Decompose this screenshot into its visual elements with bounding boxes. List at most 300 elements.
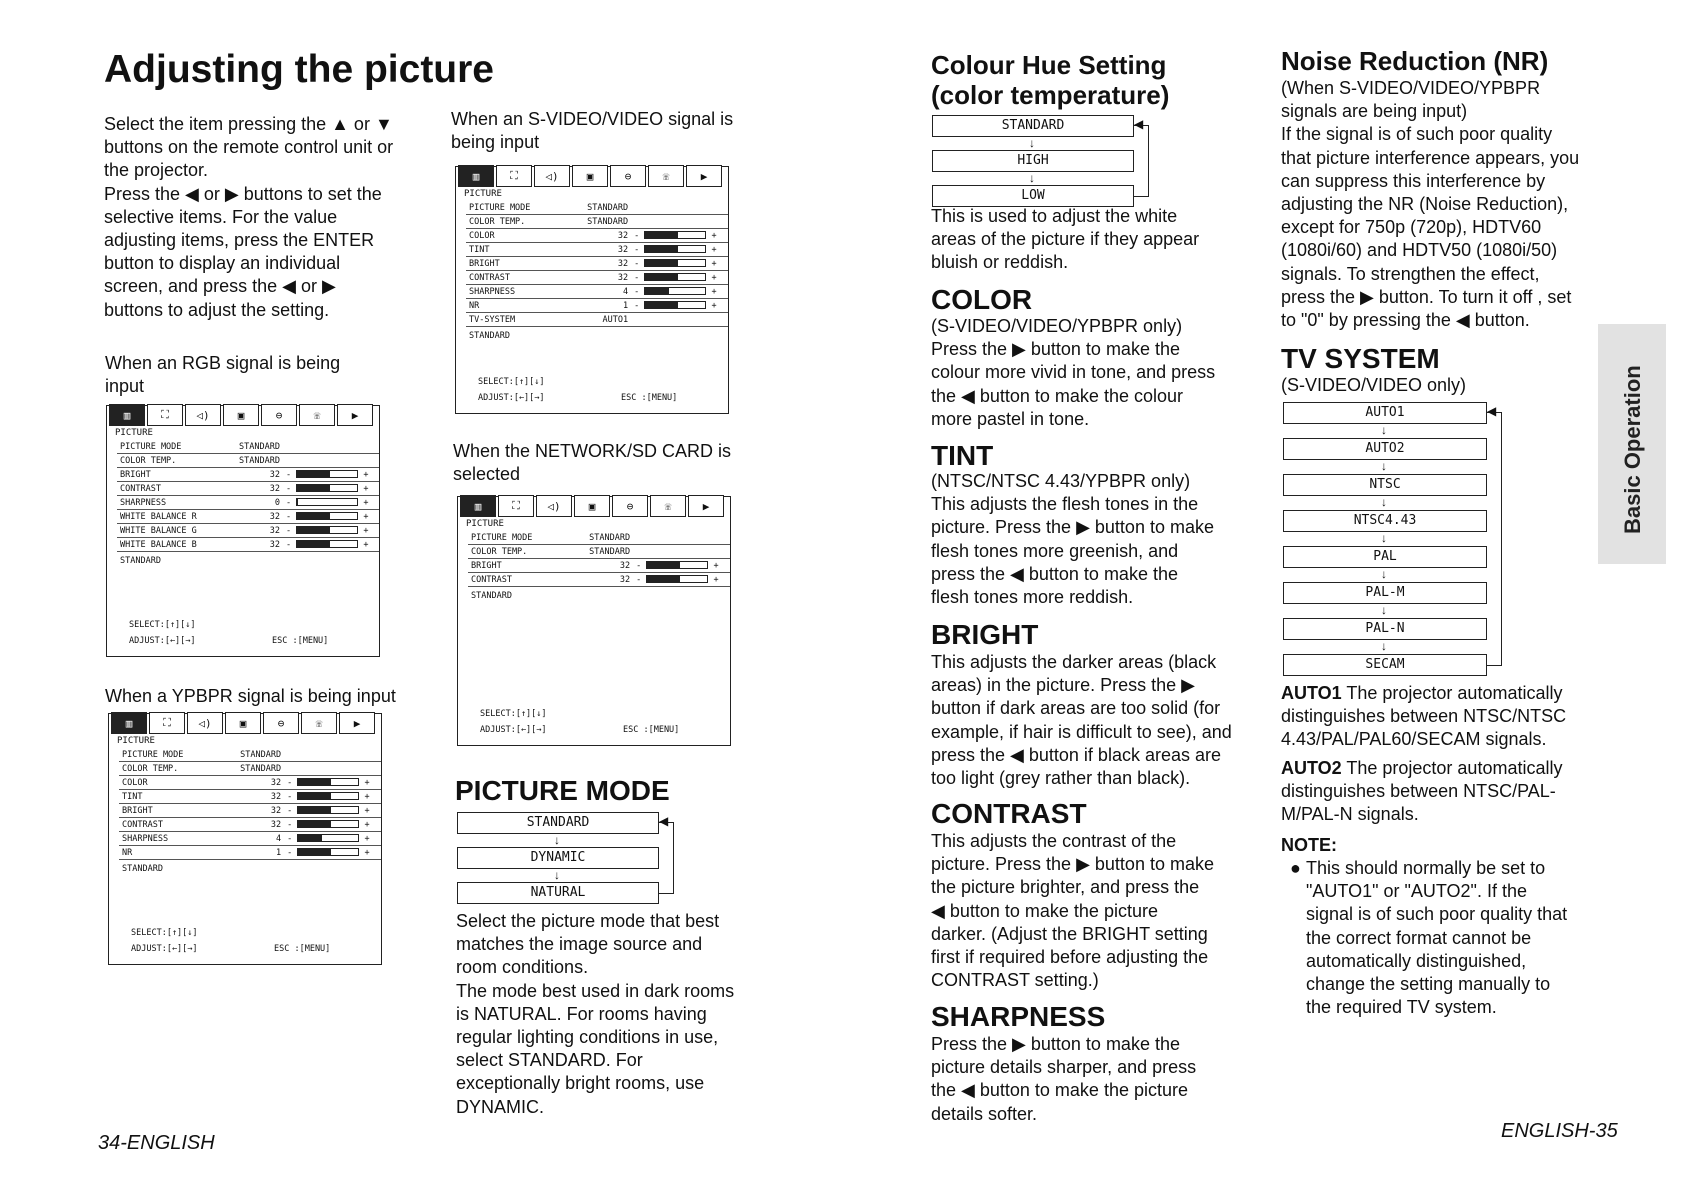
level-bar[interactable]	[646, 575, 708, 583]
osd-tab-icon[interactable]: ◁)	[536, 495, 572, 517]
text-line: picture. Press the ▶ button to make	[931, 517, 1214, 538]
down-arrow-icon: ↓	[1381, 531, 1387, 545]
osd-row-bar	[283, 440, 379, 454]
text-line: When an S-VIDEO/VIDEO signal is	[451, 109, 734, 129]
level-bar-fill	[298, 779, 331, 785]
osd-row-label: TINT	[466, 243, 571, 257]
osd-row-bar: - +	[284, 832, 381, 846]
osd-row-label: NR	[119, 846, 224, 860]
text-line: being input	[451, 132, 540, 153]
osd-menu-row[interactable]	[468, 559, 730, 573]
text-line: button if dark areas are too solid (for	[931, 698, 1221, 719]
bullet-icon: ●	[1290, 858, 1301, 878]
osd-row-label: PICTURE MODE	[468, 531, 573, 545]
osd-footer-esc: ESC :[MENU]	[274, 944, 331, 954]
level-bar-fill	[297, 513, 330, 519]
text-line: Press the ▶ button to make the	[931, 1034, 1180, 1054]
osd-tab-icon[interactable]: ▣	[574, 495, 610, 517]
osd-tab-icon[interactable]: ☏	[301, 712, 337, 734]
note-text	[1290, 857, 1610, 1019]
osd-menu-row[interactable]	[119, 748, 381, 762]
text-line: flesh tones more reddish.	[931, 587, 1134, 608]
osd-standard-item[interactable]: STANDARD	[471, 591, 512, 601]
level-bar[interactable]	[644, 231, 706, 239]
text-line: except for 750p (720p), HDTV60	[1281, 217, 1542, 238]
level-bar[interactable]	[644, 245, 706, 253]
intro-text	[104, 113, 434, 322]
osd-row-value: 32	[224, 804, 284, 818]
osd-row-label: WHITE BALANCE R	[117, 510, 225, 524]
text-line: CONTRAST setting.)	[931, 970, 1099, 991]
level-bar-fill	[297, 485, 330, 491]
tv-system-flow	[1283, 402, 1513, 682]
osd-row-label: COLOR TEMP.	[117, 454, 225, 468]
osd-row-bar: - +	[631, 299, 728, 313]
osd-tab-icon[interactable]: ⊖	[263, 712, 299, 734]
level-bar[interactable]	[296, 526, 358, 534]
page-title: Adjusting the picture	[104, 48, 494, 91]
option-box: SECAM	[1283, 654, 1487, 676]
osd-row-label: PICTURE MODE	[119, 748, 224, 762]
osd-menu-table	[117, 440, 379, 552]
osd-row-label: SHARPNESS	[117, 496, 225, 510]
osd-footer-adjust: ADJUST:[←][→]	[131, 944, 198, 954]
level-bar[interactable]	[644, 301, 706, 309]
osd-row-value: STANDARD	[571, 201, 631, 215]
osd-row-value: STANDARD	[225, 454, 283, 468]
osd-tab-icon[interactable]: ☏	[650, 495, 686, 517]
osd-row-bar: - +	[283, 510, 379, 524]
osd-row-label: CONTRAST	[119, 818, 224, 832]
text-line: When the NETWORK/SD CARD is	[453, 441, 732, 461]
level-bar[interactable]	[644, 273, 706, 281]
osd-menu-row[interactable]	[466, 313, 728, 327]
text-line: colour more vivid in tone, and press	[931, 362, 1216, 383]
option-box: AUTO2	[1283, 438, 1487, 460]
osd-row-label: BRIGHT	[119, 804, 224, 818]
text-line: the ◀ button to make the colour	[931, 385, 1183, 406]
osd-row-label: BRIGHT	[117, 468, 225, 482]
osd-menu-row[interactable]	[466, 285, 728, 299]
option-box: NTSC4.43	[1283, 510, 1487, 532]
osd-svideo	[455, 166, 729, 414]
osd-row-value: 32	[224, 818, 284, 832]
down-arrow-icon: ↓	[1381, 567, 1387, 581]
level-bar[interactable]	[296, 512, 358, 520]
level-bar-fill	[645, 232, 678, 238]
osd-tab-icon[interactable]: ▣	[223, 404, 259, 426]
level-bar-fill	[645, 246, 678, 252]
osd-row-bar: - +	[284, 846, 381, 860]
text-line: screen, and press the ◀ or ▶	[104, 276, 336, 297]
tint-text	[931, 470, 1281, 609]
osd-row-bar: - +	[284, 818, 381, 832]
text-line: regular lighting conditions in use,	[456, 1027, 719, 1048]
osd-menu-table	[119, 748, 381, 860]
text-line: signal is of such poor quality that	[1306, 904, 1568, 925]
osd-tab-icon[interactable]: ▶	[339, 712, 375, 734]
osd-tab-icon[interactable]: ☏	[299, 404, 335, 426]
osd-menu-row[interactable]	[466, 271, 728, 285]
osd-row-bar	[283, 454, 379, 468]
return-loop	[1487, 412, 1502, 666]
auto1-desc	[1281, 682, 1611, 752]
auto1-term: AUTO1	[1281, 683, 1342, 703]
colour-hue-text	[931, 205, 1261, 275]
sharpness-heading: SHARPNESS	[931, 1001, 1106, 1032]
level-bar-fill	[297, 527, 330, 533]
osd-menu-row[interactable]	[117, 482, 379, 496]
osd-row-value: STANDARD	[573, 545, 633, 559]
osd-menu-row[interactable]	[119, 790, 381, 804]
osd-row-label: PICTURE MODE	[466, 201, 571, 215]
nr-text	[1281, 77, 1611, 332]
option-box: PAL-N	[1283, 618, 1487, 640]
osd-row-value: 0	[225, 496, 283, 510]
network-caption	[453, 440, 783, 486]
text-line: buttons on the remote control unit or	[104, 137, 394, 158]
osd-menu-row[interactable]	[466, 229, 728, 243]
osd-row-label: WHITE BALANCE G	[117, 524, 225, 538]
level-bar[interactable]	[296, 540, 358, 548]
level-bar-fill	[298, 821, 331, 827]
option-box: HIGH	[932, 150, 1134, 172]
osd-row-bar: - +	[283, 482, 379, 496]
osd-row-bar	[633, 545, 730, 559]
osd-menu-row[interactable]	[119, 818, 381, 832]
text-line: signals. To strengthen the effect,	[1281, 263, 1540, 284]
osd-row-bar: - +	[631, 229, 728, 243]
page-number-right: ENGLISH-35	[1501, 1120, 1618, 1142]
text-line: This adjusts the flesh tones in the	[931, 494, 1199, 515]
osd-standard-item[interactable]: STANDARD	[469, 331, 510, 341]
text-line: automatically distinguished,	[1306, 950, 1527, 971]
tint-heading: TINT	[931, 440, 994, 471]
osd-row-bar: - +	[284, 790, 381, 804]
osd-row-label: BRIGHT	[466, 257, 571, 271]
osd-menu-row[interactable]	[466, 215, 728, 229]
rgb-caption	[105, 352, 425, 398]
text-line: Press the ◀ or ▶ buttons to set the	[104, 183, 382, 204]
text-line: When an RGB signal is being	[105, 353, 341, 373]
osd-row-value: 1	[224, 846, 284, 860]
option-box: PAL	[1283, 546, 1487, 568]
auto2-desc	[1281, 757, 1611, 827]
level-bar-fill	[647, 562, 680, 568]
osd-network	[457, 496, 731, 746]
text-line: (1080i/60) and HDTV50 (1080i/50)	[1281, 240, 1558, 261]
text-line: the ◀ button to make the picture	[931, 1080, 1188, 1101]
text-line: details softer.	[931, 1103, 1038, 1124]
level-bar-fill	[645, 274, 678, 280]
osd-tab-icon[interactable]: ◁)	[534, 165, 570, 187]
osd-row-value: STANDARD	[224, 748, 284, 762]
osd-row-value: 32	[225, 524, 283, 538]
osd-menu-row[interactable]	[468, 545, 730, 559]
osd-menu-row[interactable]	[117, 524, 379, 538]
osd-row-value: 32	[224, 790, 284, 804]
tv-system-heading: TV SYSTEM	[1281, 343, 1440, 374]
osd-menu-row[interactable]	[119, 846, 381, 860]
page-number-left: 34-ENGLISH	[98, 1132, 215, 1154]
osd-menu-row[interactable]	[466, 257, 728, 271]
osd-ypbpr	[108, 713, 382, 965]
text-line: select STANDARD. For	[456, 1050, 643, 1071]
osd-menu-row[interactable]	[466, 201, 728, 215]
level-bar[interactable]	[646, 561, 708, 569]
color-heading: COLOR	[931, 284, 1033, 315]
option-box: PAL-M	[1283, 582, 1487, 604]
osd-title: PICTURE	[466, 519, 504, 529]
ypbpr-caption	[105, 685, 445, 708]
osd-menu-row[interactable]	[117, 538, 379, 552]
bright-heading: BRIGHT	[931, 619, 1039, 650]
osd-row-bar	[631, 313, 728, 327]
osd-tab-icon[interactable]: ⊖	[261, 404, 297, 426]
note-label: NOTE:	[1281, 835, 1337, 855]
option-box: STANDARD	[932, 115, 1134, 137]
text-line: flesh tones more greenish, and	[931, 540, 1179, 561]
text-line: This adjusts the contrast of the	[931, 831, 1177, 851]
picture-mode-flow	[457, 812, 687, 907]
level-bar-fill	[298, 793, 331, 799]
osd-menu-row[interactable]	[117, 440, 379, 454]
option-box: LOW	[932, 185, 1134, 207]
text-line: button to display an individual	[104, 253, 341, 274]
text-line: input	[105, 376, 145, 397]
level-bar-fill	[298, 835, 322, 841]
osd-tab-icon[interactable]: ▣	[225, 712, 261, 734]
osd-row-bar: - +	[633, 559, 730, 573]
text-line: The projector automatically	[1346, 758, 1563, 778]
contrast-text	[931, 830, 1281, 992]
text-line: adjusting items, press the ENTER	[104, 230, 375, 251]
osd-tab-icon[interactable]: ▥	[111, 712, 147, 734]
picture-mode-text	[456, 910, 786, 1119]
osd-tab-icon[interactable]: ⛶	[498, 495, 534, 517]
text-line: areas) in the picture. Press the ▶	[931, 675, 1195, 696]
osd-tab-icon[interactable]: ▶	[688, 495, 724, 517]
text-line: picture. Press the ▶ button to make	[931, 854, 1214, 875]
osd-menu-row[interactable]	[468, 573, 730, 587]
text-line: 4.43/PAL/PAL60/SECAM signals.	[1281, 729, 1547, 750]
osd-tab-icon[interactable]: ▶	[337, 404, 373, 426]
osd-tab-icon[interactable]: ⛶	[149, 712, 185, 734]
osd-title: PICTURE	[464, 189, 502, 199]
down-arrow-icon: ↓	[1029, 171, 1035, 185]
osd-tab-icon[interactable]: ☏	[648, 165, 684, 187]
text-line: ◀ button to make the picture	[931, 900, 1158, 921]
osd-tab-icon[interactable]: ▥	[458, 165, 494, 187]
level-bar[interactable]	[296, 470, 358, 478]
text-line: change the setting manually to	[1306, 974, 1551, 995]
osd-tab-icon[interactable]: ▣	[572, 165, 608, 187]
text-line: bluish or reddish.	[931, 252, 1069, 273]
text-line: selected	[453, 464, 521, 485]
osd-row-bar: - +	[631, 285, 728, 299]
text-line: exceptionally bright rooms, use	[456, 1073, 705, 1094]
osd-row-label: WHITE BALANCE B	[117, 538, 225, 552]
level-bar[interactable]	[644, 259, 706, 267]
option-box: DYNAMIC	[457, 847, 659, 869]
text-line: (color temperature)	[931, 80, 1170, 110]
level-bar[interactable]	[297, 820, 359, 828]
text-line: is NATURAL. For rooms having	[456, 1003, 707, 1024]
level-bar[interactable]	[644, 287, 706, 295]
osd-menu-row[interactable]	[119, 804, 381, 818]
colour-hue-flow	[932, 115, 1162, 210]
osd-menu-row[interactable]	[119, 832, 381, 846]
level-bar[interactable]	[297, 834, 359, 842]
osd-row-label: CONTRAST	[117, 482, 225, 496]
osd-tab-icon[interactable]: ⊖	[610, 165, 646, 187]
left-arrow-icon: ◀	[659, 814, 669, 828]
osd-tabs	[460, 495, 726, 517]
osd-menu-row[interactable]	[117, 496, 379, 510]
osd-row-value: 32	[573, 559, 633, 573]
text-line: "AUTO1" or "AUTO2". If the	[1306, 881, 1527, 902]
level-bar[interactable]	[297, 848, 359, 856]
text-line: (NTSC/NTSC 4.43/YPBPR only)	[931, 471, 1191, 491]
osd-standard-item[interactable]: STANDARD	[120, 556, 161, 566]
option-box: NATURAL	[457, 882, 659, 904]
osd-row-bar: - +	[283, 538, 379, 552]
text-line: the correct format cannot be	[1306, 927, 1532, 948]
osd-tab-icon[interactable]: ▥	[460, 495, 496, 517]
osd-footer-select: SELECT:[↑][↓]	[480, 709, 547, 719]
osd-row-value: 32	[225, 468, 283, 482]
text-line: Colour Hue Setting	[931, 50, 1167, 80]
osd-tab-icon[interactable]: ◁)	[185, 404, 221, 426]
osd-tab-icon[interactable]: ⛶	[496, 165, 532, 187]
osd-row-bar	[284, 762, 381, 776]
text-line: distinguishes between NTSC/NTSC	[1281, 706, 1567, 727]
osd-row-value: 1	[571, 299, 631, 313]
down-arrow-icon: ↓	[1381, 495, 1387, 509]
osd-standard-item[interactable]: STANDARD	[122, 864, 163, 874]
osd-title: PICTURE	[117, 736, 155, 746]
osd-menu-row[interactable]	[468, 531, 730, 545]
osd-row-value: STANDARD	[224, 762, 284, 776]
osd-row-value: 32	[225, 510, 283, 524]
level-bar[interactable]	[297, 806, 359, 814]
osd-row-label: COLOR TEMP.	[119, 762, 224, 776]
option-box: NTSC	[1283, 474, 1487, 496]
down-arrow-icon: ↓	[554, 833, 560, 847]
osd-footer-select: SELECT:[↑][↓]	[478, 377, 545, 387]
level-bar-fill	[298, 849, 331, 855]
osd-row-bar: - +	[284, 804, 381, 818]
osd-row-bar: - +	[631, 243, 728, 257]
level-bar[interactable]	[297, 778, 359, 786]
osd-row-bar	[631, 215, 728, 229]
color-text	[931, 315, 1281, 431]
osd-row-bar: - +	[631, 271, 728, 285]
section-tab-label: Basic Operation	[1620, 365, 1645, 534]
osd-rgb	[106, 405, 380, 657]
svideo-caption	[451, 108, 781, 154]
osd-row-label: CONTRAST	[468, 573, 573, 587]
osd-row-label: SHARPNESS	[119, 832, 224, 846]
osd-row-value: STANDARD	[573, 531, 633, 545]
down-arrow-icon: ↓	[1381, 639, 1387, 653]
level-bar-fill	[645, 260, 678, 266]
text-line: DYNAMIC.	[456, 1096, 545, 1117]
osd-tabs	[111, 712, 377, 734]
osd-tab-icon[interactable]: ◁)	[187, 712, 223, 734]
text-line: This is used to adjust the white	[931, 206, 1178, 226]
level-bar-fill	[647, 576, 680, 582]
osd-row-value: 32	[225, 538, 283, 552]
osd-tab-icon[interactable]: ▥	[109, 404, 145, 426]
osd-tab-icon[interactable]: ▶	[686, 165, 722, 187]
osd-menu-row[interactable]	[466, 243, 728, 257]
osd-footer-select: SELECT:[↑][↓]	[129, 620, 196, 630]
text-line: adjusting the NR (Noise Reduction),	[1281, 194, 1569, 215]
osd-row-value: 32	[571, 243, 631, 257]
nr-heading: Noise Reduction (NR)	[1281, 46, 1549, 76]
text-line: distinguishes between NTSC/PAL-	[1281, 781, 1556, 802]
text-line: to "0" by pressing the ◀ button.	[1281, 310, 1530, 331]
text-line: matches the image source and	[456, 934, 703, 955]
bright-text	[931, 651, 1281, 790]
osd-footer-esc: ESC :[MENU]	[623, 725, 680, 735]
osd-menu-row[interactable]	[117, 468, 379, 482]
down-arrow-icon: ↓	[1381, 603, 1387, 617]
osd-row-label: COLOR TEMP.	[468, 545, 573, 559]
osd-row-bar: - +	[283, 524, 379, 538]
osd-menu-row[interactable]	[119, 776, 381, 790]
osd-row-bar: - +	[633, 573, 730, 587]
osd-row-label: COLOR	[466, 229, 571, 243]
level-bar-fill	[645, 288, 669, 294]
level-bar[interactable]	[296, 498, 358, 506]
osd-row-label: CONTRAST	[466, 271, 571, 285]
down-arrow-icon: ↓	[1381, 423, 1387, 437]
osd-row-value: 32	[225, 482, 283, 496]
osd-menu-row[interactable]	[117, 510, 379, 524]
text-line: The projector automatically	[1346, 683, 1563, 703]
text-line: can suppress this interference by	[1281, 170, 1546, 191]
colour-hue-heading	[931, 50, 1261, 110]
osd-menu-row[interactable]	[117, 454, 379, 468]
osd-menu-table	[468, 531, 730, 587]
contrast-heading: CONTRAST	[931, 798, 1087, 829]
level-bar[interactable]	[297, 792, 359, 800]
down-arrow-icon: ↓	[554, 868, 560, 882]
level-bar[interactable]	[296, 484, 358, 492]
osd-row-bar: - +	[283, 496, 379, 510]
text-line: Press the ▶ button to make the	[931, 339, 1180, 360]
picture-mode-heading: PICTURE MODE	[455, 775, 670, 806]
text-line: press the ◀ button if black areas are	[931, 744, 1221, 765]
osd-menu-row[interactable]	[119, 762, 381, 776]
text-line: picture details sharper, and press	[931, 1057, 1197, 1078]
text-line: buttons to adjust the setting.	[104, 299, 330, 320]
osd-footer-adjust: ADJUST:[←][→]	[480, 725, 547, 735]
text-line: M/PAL-N signals.	[1281, 804, 1419, 825]
text-line: Select the item pressing the ▲ or ▼	[104, 114, 393, 134]
option-box: AUTO1	[1283, 402, 1487, 424]
osd-menu-row[interactable]	[466, 299, 728, 313]
osd-tab-icon[interactable]: ⊖	[612, 495, 648, 517]
osd-footer-esc: ESC :[MENU]	[272, 636, 329, 646]
osd-tab-icon[interactable]: ⛶	[147, 404, 183, 426]
text-line: selective items. For the value	[104, 206, 338, 227]
osd-footer-select: SELECT:[↑][↓]	[131, 928, 198, 938]
text-line: This adjusts the darker areas (black	[931, 652, 1217, 672]
level-bar-fill	[297, 499, 298, 505]
